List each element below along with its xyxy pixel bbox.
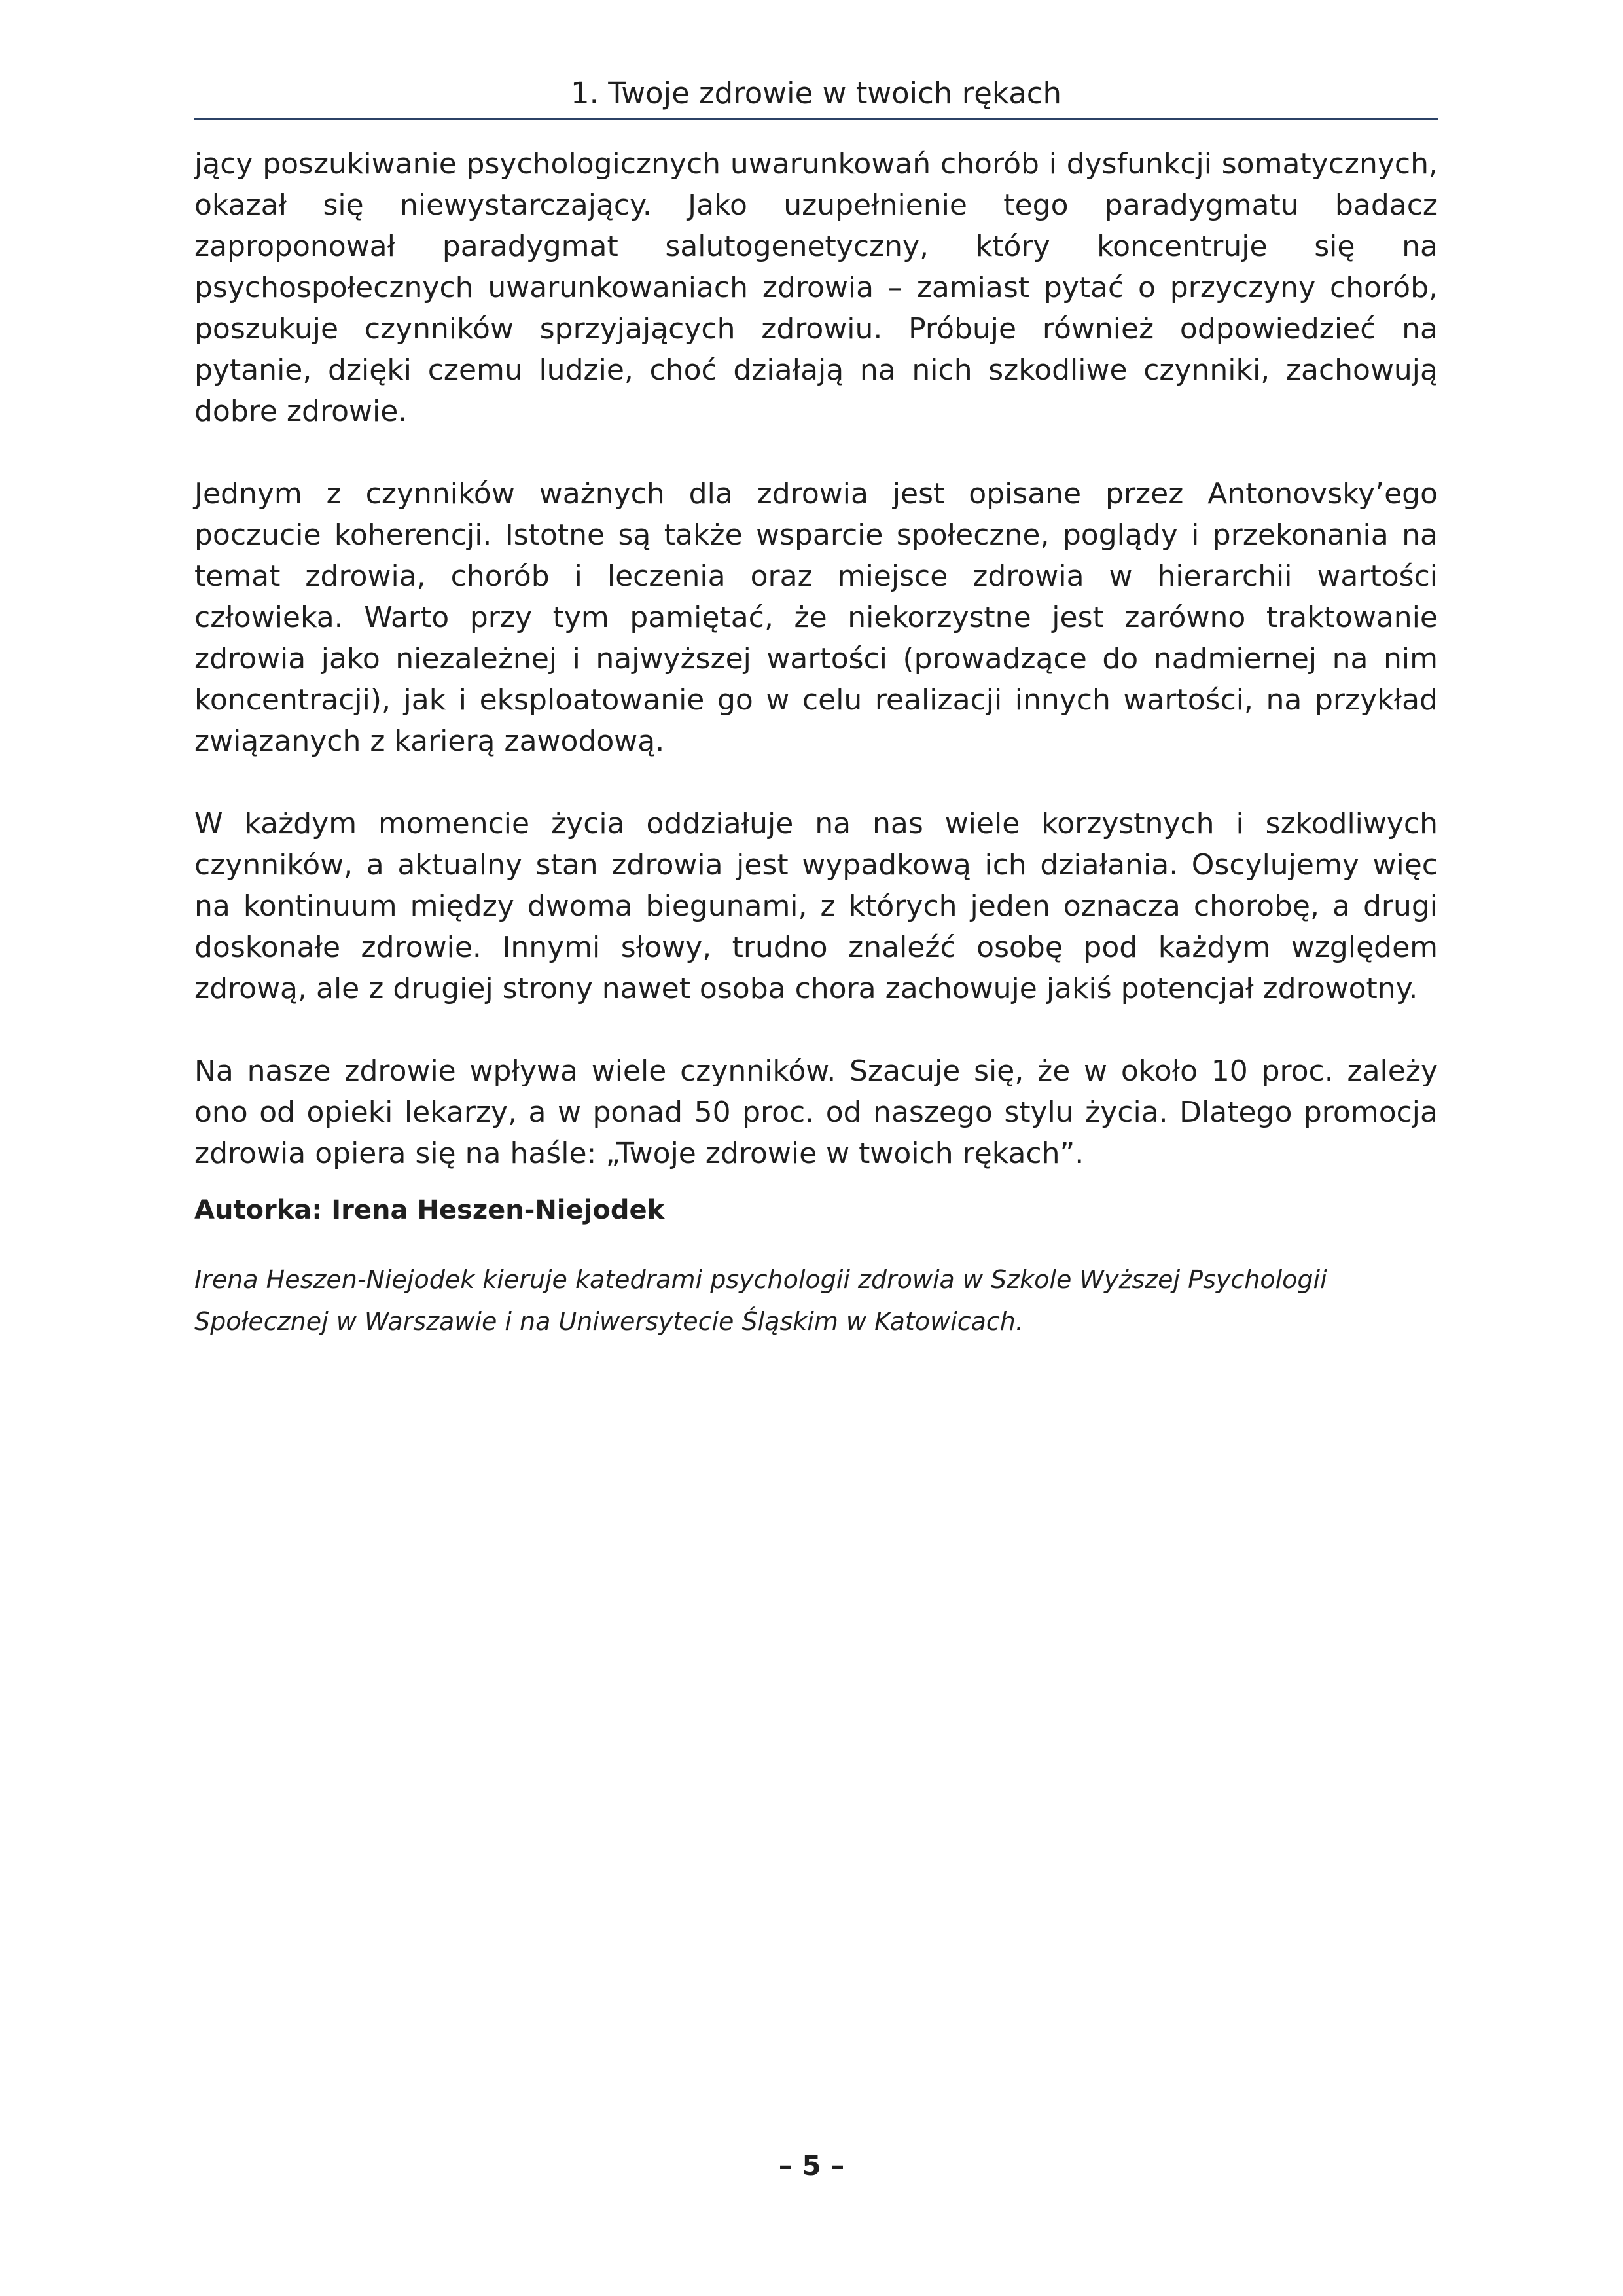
paragraph-4: Na nasze zdrowie wpływa wiele czynników. Szacuje się, że w około 10 proc. zależy ono od opieki lekarzy, a w ponad 50 proc. od naszego stylu życia. Dlatego promocja zdrowia opiera się na haśle: „Twoje zdrowie w twoich rękach”. (194, 1054, 1438, 1170)
page-number: – 5 – (778, 2149, 845, 2181)
paragraph-3: W każdym momencie życia oddziałuje na nas wiele korzystnych i szkodliwych czynników, a aktualny stan zdrowia jest wypadkową ich działania. Oscylujemy więc na kontinuum między dwoma biegunami, z których jeden oznacza chorobę, a drugi doskonałe zdrowie. Innymi słowy, trudno znaleźć osobę pod każdym względem zdrową, ale z drugiej strony nawet osoba chora zachowuje jakiś potencjał zdrowotny. (194, 807, 1438, 1005)
author-bio: Irena Heszen-Niejodek kieruje katedrami psychologii zdrowia w Szkole Wyższej Psychologii Społecznej w Warszawie i na Uniwersytecie Śląskim w Katowicach. (194, 1265, 1327, 1336)
paragraph-1: jący poszukiwanie psychologicznych uwarunkowań chorób i dysfunkcji somatycznych, okazał się niewystarczający. Jako uzupełnienie tego paradygmatu badacz zaproponował paradygmat salutogenetyczny, który koncentruje się na psychospołecznych uwarunkowaniach zdrowia – zamiast pytać o przyczyny chorób, poszukuje czynników sprzyjających zdrowiu. Próbuje również odpowiedzieć na pytanie, dzięki czemu ludzie, choć działają na nich szkodliwe czynniki, zachowują dobre zdrowie. (194, 147, 1438, 428)
article-body (194, 143, 1438, 1362)
author-line: Autorka: Irena Heszen-Niejodek (194, 1195, 665, 1225)
header-rule (194, 118, 1438, 120)
paragraph-2: Jednym z czynników ważnych dla zdrowia jest opisane przez Antonovsky’ego poczucie koherencji. Istotne są także wsparcie społeczne, poglądy i przekonania na temat zdrowia, chorób i leczenia oraz miejsce zdrowia w hierarchii wartości człowieka. Warto przy tym pamiętać, że niekorzystne jest zarówno traktowanie zdrowia jako niezależnej i najwyższej wartości (prowadzące do nadmiernej na nim koncentracji), jak i eksploatowanie go w celu realizacji innych wartości, na przykład związanych z karierą zawodową. (194, 477, 1438, 758)
running-header: 1. Twoje zdrowie w twoich rękach (570, 76, 1062, 111)
